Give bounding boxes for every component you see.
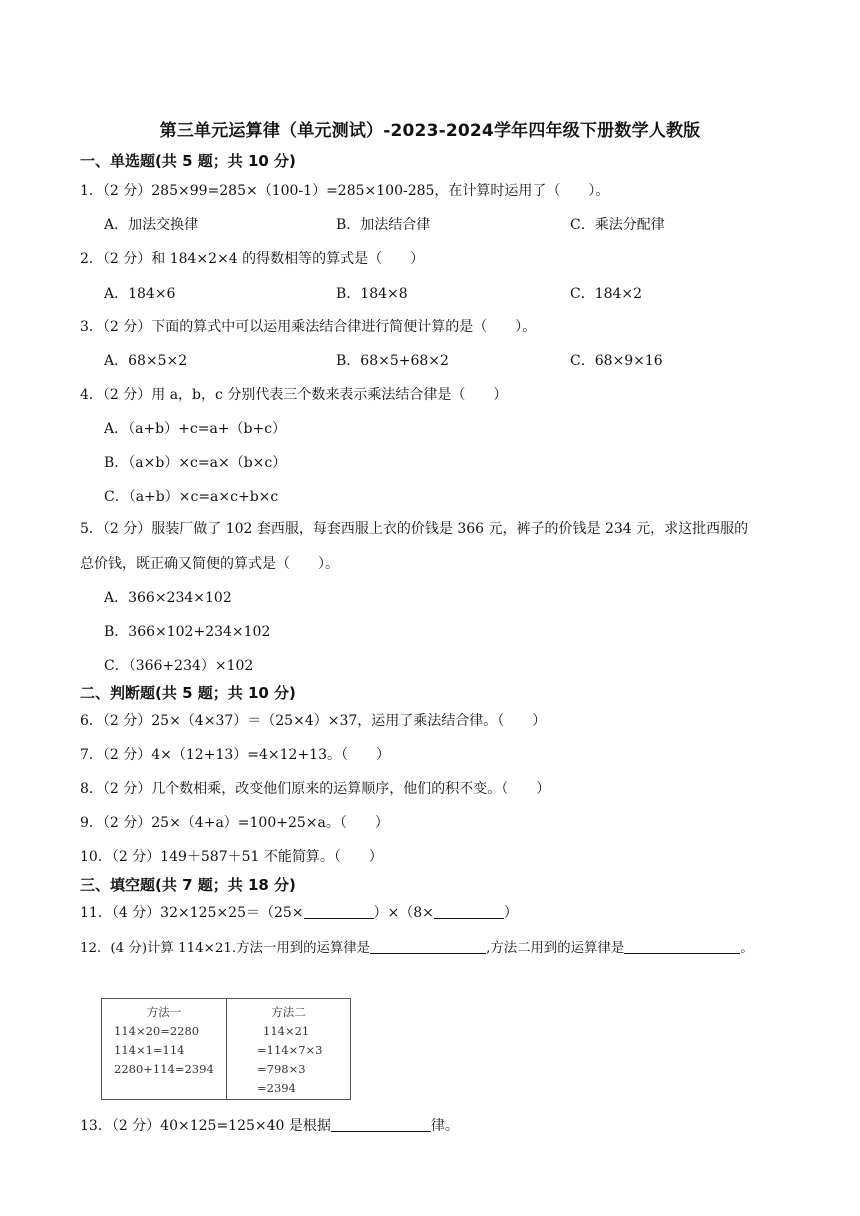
question-10: 10．（2 分）149＋587＋51 不能简算。（ ） bbox=[80, 849, 383, 865]
q13-text-b: 律。 bbox=[430, 1118, 459, 1134]
q1-option-b: B．加法结合律 bbox=[336, 217, 431, 233]
q11-blank-2[interactable] bbox=[434, 904, 504, 919]
method-one-heading: 方法一 bbox=[146, 1005, 182, 1019]
question-5-line-2: 总价钱，既正确又简便的算式是（ ）。 bbox=[80, 556, 339, 572]
question-2: 2．（2 分）和 184×2×4 的得数相等的算式是（ ） bbox=[80, 251, 425, 267]
section-heading-fill-in: 三、填空题(共 7 题；共 18 分) bbox=[80, 876, 296, 894]
q13-blank[interactable] bbox=[331, 1117, 431, 1132]
question-13 bbox=[80, 1115, 459, 1135]
question-1: 1．（2 分）285×99=285×（100-1）=285×100-285，在计算时运用了（ ）。 bbox=[80, 183, 610, 199]
question-11 bbox=[80, 902, 518, 922]
q11-blank-1[interactable] bbox=[304, 904, 374, 919]
question-7: 7．（2 分）4×（12+13）=4×12+13。（ ） bbox=[80, 747, 390, 763]
q5-option-c: C．（366+234）×102 bbox=[104, 658, 254, 674]
q2-option-c: C．184×2 bbox=[570, 286, 643, 302]
method-two-heading: 方法二 bbox=[271, 1005, 306, 1019]
q2-option-b: B．184×8 bbox=[336, 286, 408, 302]
methods-figure bbox=[101, 998, 351, 1100]
question-6: 6．（2 分）25×（4×37）＝（25×4）×37，运用了乘法结合律。（ ） bbox=[80, 713, 547, 729]
q11-text-b: ）×（8× bbox=[373, 905, 434, 921]
question-3: 3．（2 分）下面的算式中可以运用乘法结合律进行简便计算的是（ ）。 bbox=[80, 319, 537, 335]
q11-text-a: 11．（4 分）32×125×25＝（25× bbox=[80, 905, 304, 921]
q1-option-a: A．加法交换律 bbox=[104, 217, 199, 233]
q3-option-a: A．68×5×2 bbox=[104, 353, 188, 369]
method-two-line: =798×3 bbox=[257, 1062, 306, 1076]
method-one-line: 114×1=114 bbox=[114, 1043, 185, 1057]
method-one-line: 2280+114=2394 bbox=[114, 1062, 214, 1076]
q4-option-a: A．（a+b）+c=a+（b+c） bbox=[104, 421, 287, 437]
q5-option-b: B．366×102+234×102 bbox=[104, 624, 271, 640]
q12-text-b: ,方法二用到的运算律是 bbox=[486, 941, 625, 956]
q5-option-a: A．366×234×102 bbox=[104, 590, 232, 606]
question-5-line-1: 5．（2 分）服装厂做了 102 套西服，每套西服上衣的价钱是 366 元，裤子的价钱是 234 元，求这批西服的 bbox=[80, 521, 749, 537]
question-4: 4．（2 分）用 a，b，c 分别代表三个数来表示乘法结合律是（ ） bbox=[80, 387, 508, 403]
method-one-line: 114×20=2280 bbox=[114, 1024, 200, 1038]
method-two-line: 114×21 bbox=[263, 1024, 310, 1038]
method-one-column bbox=[102, 999, 226, 1099]
section-heading-true-false: 二、判断题(共 5 题；共 10 分) bbox=[80, 684, 296, 702]
question-8: 8．（2 分）几个数相乘，改变他们原来的运算顺序，他们的积不变。（ ） bbox=[80, 781, 551, 797]
q11-text-c: ） bbox=[503, 905, 518, 921]
question-12 bbox=[80, 937, 754, 956]
method-two-line: =2394 bbox=[257, 1081, 296, 1095]
q12-text-a: 12．(4 分)计算 114×21.方法一用到的运算律是 bbox=[80, 941, 371, 956]
section-heading-single-choice: 一、单选题(共 5 题；共 10 分) bbox=[80, 152, 296, 170]
q12-text-c: 。 bbox=[740, 941, 754, 956]
q12-blank-1[interactable] bbox=[370, 939, 486, 954]
q4-option-b: B．（a×b）×c=a×（b×c） bbox=[104, 455, 287, 471]
q12-blank-2[interactable] bbox=[624, 939, 740, 954]
q13-text-a: 13．（2 分）40×125=125×40 是根据 bbox=[80, 1118, 331, 1134]
q3-option-c: C．68×9×16 bbox=[570, 353, 663, 369]
page-title: 第三单元运算律（单元测试）-2023-2024学年四年级下册数学人教版 bbox=[159, 121, 701, 141]
q2-option-a: A．184×6 bbox=[104, 286, 176, 302]
method-two-column bbox=[226, 999, 350, 1099]
q3-option-b: B．68×5+68×2 bbox=[336, 353, 449, 369]
question-9: 9．（2 分）25×（4+a）=100+25×a。（ ） bbox=[80, 815, 389, 831]
q1-option-c: C．乘法分配律 bbox=[570, 217, 665, 233]
method-two-line: =114×7×3 bbox=[257, 1043, 323, 1057]
q4-option-c: C．（a+b）×c=a×c+b×c bbox=[104, 489, 279, 505]
